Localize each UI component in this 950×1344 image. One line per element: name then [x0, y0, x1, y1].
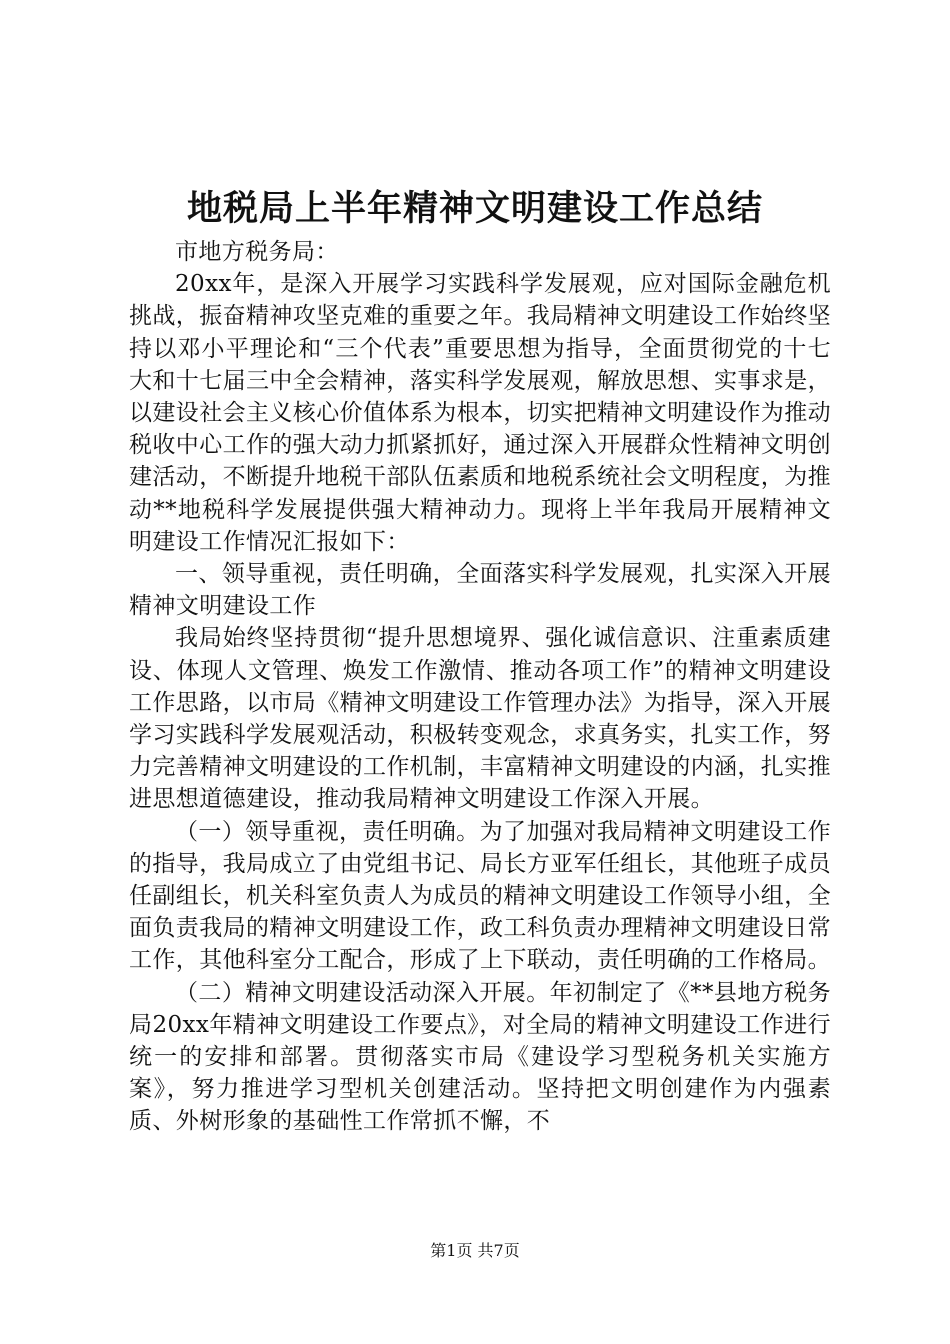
subsection-2: （二）精神文明建设活动深入开展。年初制定了《**县地方税务局20xx年精神文明建设工作要点》，对全局的精神文明建设工作进行统一的安排和部署。贯彻落实市局《建设学习型税务机关实施方案》，努力推进学习型机关创建活动。坚持把文明创建作为内强素质、外树形象的基础性工作常抓不懈，不	[129, 979, 831, 1135]
page-footer: 第1页 共7页	[430, 1241, 520, 1260]
document-title: 地税局上半年精神文明建设工作总结	[186, 188, 763, 229]
document-body	[129, 236, 831, 1138]
subsection-1: （一）领导重视，责任明确。为了加强对我局精神文明建设工作的指导，我局成立了由党组书记、局长方亚军任组长，其他班子成员任副组长，机关科室负责人为成员的精神文明建设工作领导小组，全面负责我局的精神文明建设工作，政工科负责办理精神文明建设日常工作，其他科室分工配合，形成了上下联动，责任明确的工作格局。	[129, 818, 831, 974]
paragraph-intro: 20xx年，是深入开展学习实践科学发展观，应对国际金融危机挑战，振奋精神攻坚克难的重要之年。我局精神文明建设工作始终坚持以邓小平理论和“三个代表”重要思想为指导，全面贯彻党的十七大和十七届三中全会精神，落实科学发展观，解放思想、实事求是，以建设社会主义核心价值体系为根本，切实把精神文明建设作为推动税收中心工作的强大动力抓紧抓好，通过深入开展群众性精神文明创建活动，不断提升地税干部队伍素质和地税系统社会文明程度，为推动**地税科学发展提供强大精神动力。现将上半年我局开展精神文明建设工作情况汇报如下：	[129, 271, 831, 555]
salutation: 市地方税务局：	[175, 239, 339, 265]
paragraph-section-1: 我局始终坚持贯彻“提升思想境界、强化诚信意识、注重素质建设、体现人文管理、焕发工作激情、推动各项工作”的精神文明建设工作思路，以市局《精神文明建设工作管理办法》为指导，深入开展学习实践科学发展观活动，积极转变观念，求真务实，扎实工作，努力完善精神文明建设的工作机制，丰富精神文明建设的内涵，扎实推进思想道德建设，推动我局精神文明建设工作深入开展。	[129, 625, 831, 813]
section-heading-1: 一、领导重视，责任明确，全面落实科学发展观，扎实深入开展精神文明建设工作	[129, 561, 831, 620]
